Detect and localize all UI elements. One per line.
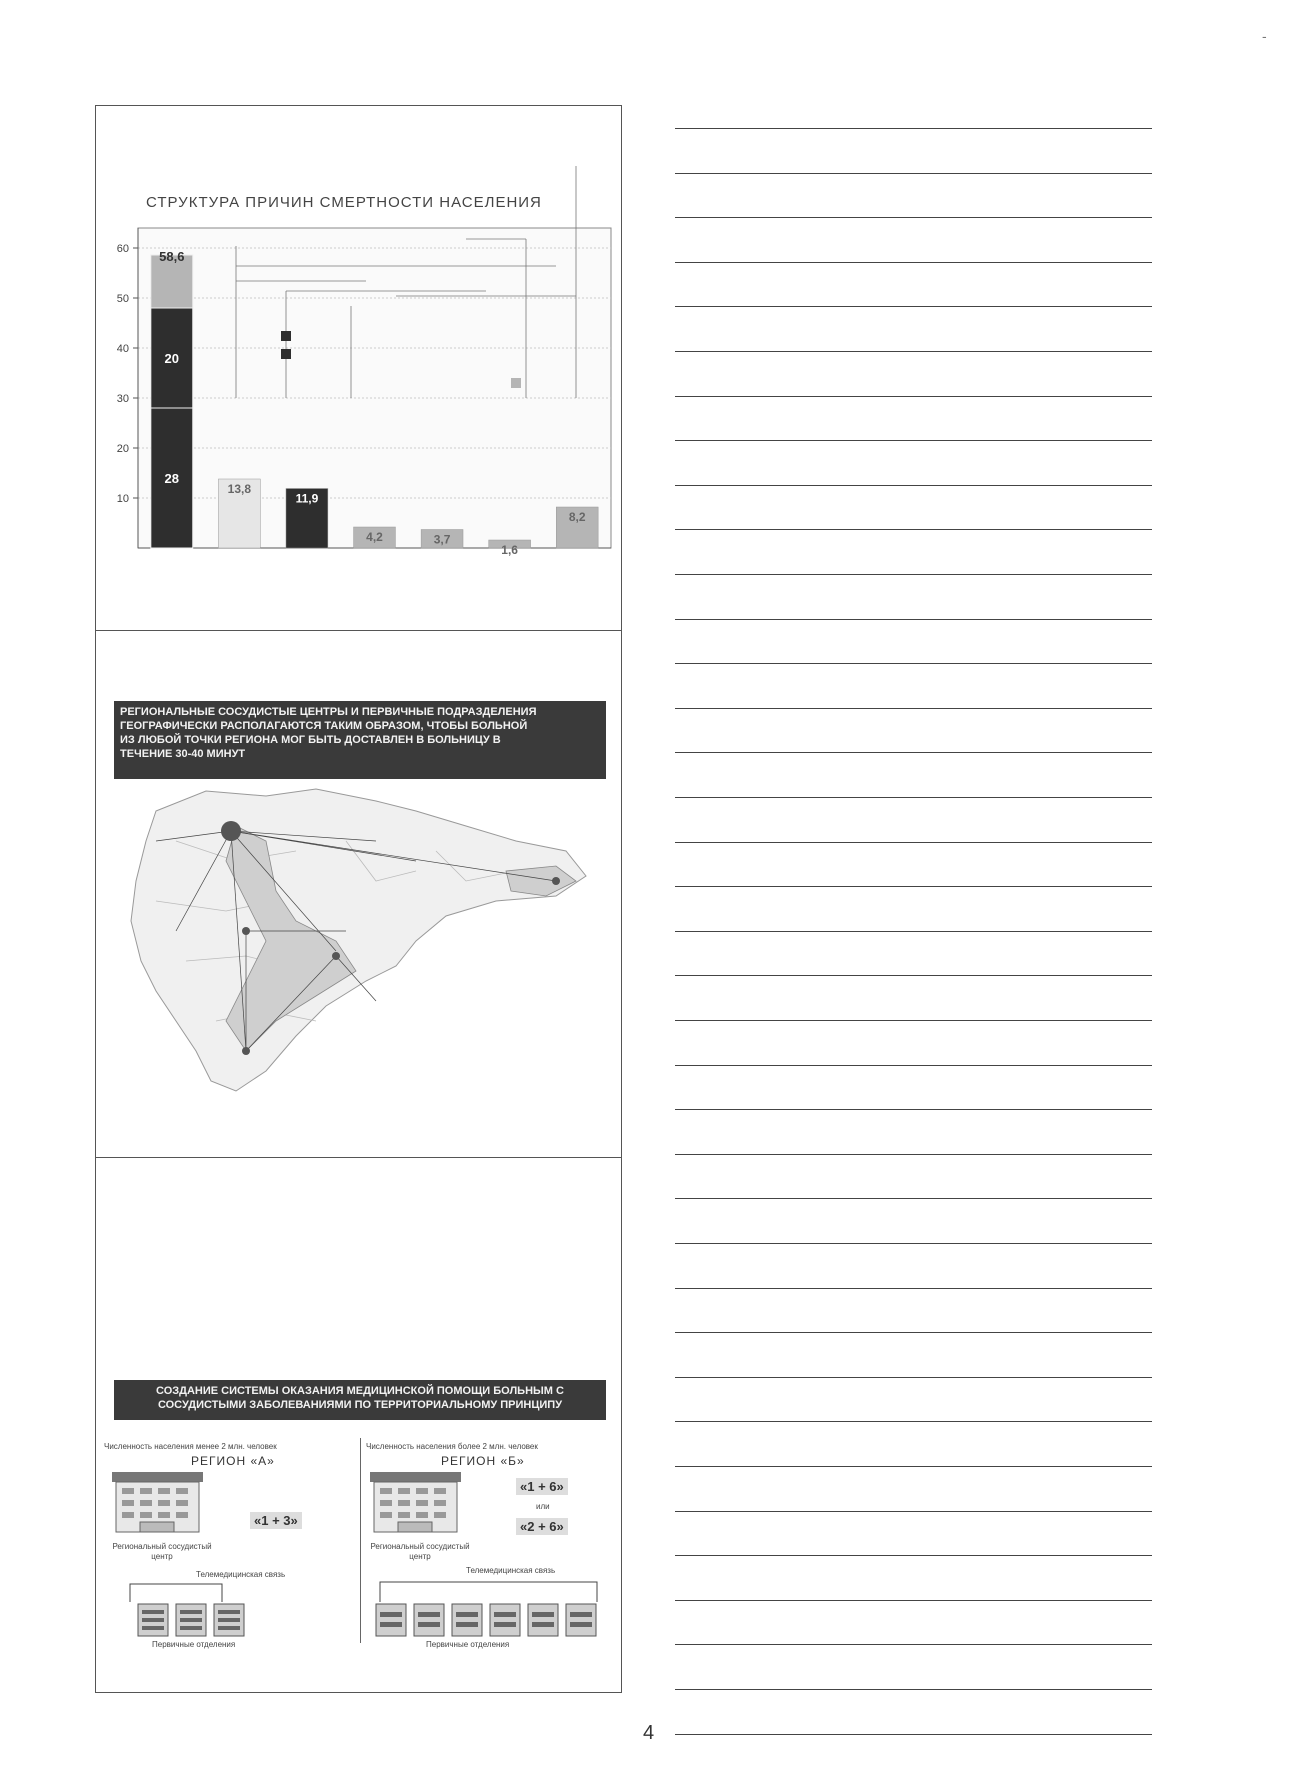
slides-frame	[95, 105, 622, 1693]
map-node-marker	[332, 952, 340, 960]
region-a-formula: «1 + 3»	[250, 1512, 302, 1529]
note-line	[675, 1243, 1152, 1244]
note-line	[675, 1600, 1152, 1601]
mortality-bar-chart	[96, 106, 623, 631]
chart-tick-label: 10	[116, 493, 129, 505]
map-center-marker	[221, 821, 241, 841]
note-line	[675, 440, 1152, 441]
chart-tick-label: 50	[116, 293, 129, 305]
note-line	[675, 262, 1152, 263]
note-line	[675, 351, 1152, 352]
note-line	[675, 975, 1152, 976]
chart-plot-area	[138, 228, 611, 548]
note-line	[675, 1377, 1152, 1378]
region-b-units-icon	[374, 1598, 604, 1638]
note-line	[675, 485, 1152, 486]
note-line	[675, 708, 1152, 709]
region-b-formula-1: «1 + 6»	[516, 1478, 568, 1495]
chart-title: СТРУКТУРА ПРИЧИН СМЕРТНОСТИ НАСЕЛЕНИЯ	[146, 194, 542, 211]
region-b-center-label: Региональный сосудистый центр	[370, 1542, 470, 1561]
note-line	[675, 173, 1152, 174]
note-line	[675, 1466, 1152, 1467]
region-b-center-icon	[368, 1472, 463, 1536]
region-a-center-icon	[110, 1472, 205, 1536]
note-line	[675, 886, 1152, 887]
chart-tick-label: 20	[116, 443, 129, 455]
population-label-b: Численность населения более 2 млн. человек	[366, 1442, 538, 1451]
note-line	[675, 1065, 1152, 1066]
slide-mortality-chart	[96, 106, 621, 631]
region-b-title: РЕГИОН «Б»	[441, 1454, 525, 1468]
chart-bar-label: 58,6	[159, 249, 185, 264]
banner-line: ТЕЧЕНИЕ 30-40 МИНУТ	[120, 748, 246, 760]
note-line	[675, 797, 1152, 798]
banner-line: СОСУДИСТЫМИ ЗАБОЛЕВАНИЯМИ ПО ТЕРРИТОРИАЛЬНОМУ ПРИНЦИПУ	[157, 1399, 563, 1411]
region-a-units-label: Первичные отделения	[152, 1640, 236, 1649]
note-line	[675, 752, 1152, 753]
chart-legend-swatch	[281, 349, 291, 359]
note-line	[675, 396, 1152, 397]
banner-line: ГЕОГРАФИЧЕСКИ РАСПОЛАГАЮТСЯ ТАКИМ ОБРАЗОМ, ЧТОБЫ БОЛЬНОЙ	[120, 720, 528, 732]
chart-bar-label: 4,2	[366, 530, 383, 544]
chart-bar-label: 11,9	[295, 491, 319, 506]
chart-tick-label: 60	[116, 243, 129, 255]
chart-bar-label: 1,6	[501, 543, 518, 557]
map-banner	[114, 701, 606, 779]
note-line	[675, 574, 1152, 575]
scheme-divider	[360, 1438, 361, 1643]
map-region-outline	[131, 789, 586, 1091]
region-b-or-label: или	[536, 1502, 550, 1511]
region-a-center-label: Региональный сосудистый центр	[112, 1542, 212, 1561]
note-line	[675, 1198, 1152, 1199]
region-b-formula-2: «2 + 6»	[516, 1518, 568, 1535]
chart-segment-label: 28	[164, 471, 180, 486]
note-line	[675, 619, 1152, 620]
chart-bar-label: 8,2	[568, 510, 586, 524]
note-line	[675, 663, 1152, 664]
region-a-units-icon	[136, 1598, 246, 1638]
note-line	[675, 1421, 1152, 1422]
slide-regional-map	[96, 631, 621, 1158]
note-line	[675, 128, 1152, 129]
note-line	[675, 529, 1152, 530]
slide-territorial-scheme	[96, 1158, 621, 1694]
chart-tick-label: 40	[116, 343, 129, 355]
note-line	[675, 1288, 1152, 1289]
chart-legend-swatch	[511, 378, 521, 388]
region-b-link-label: Телемедицинская связь	[466, 1566, 556, 1575]
note-line	[675, 306, 1152, 307]
note-line	[675, 931, 1152, 932]
page-number: 4	[642, 1722, 655, 1744]
note-line	[675, 842, 1152, 843]
banner-line: СОЗДАНИЕ СИСТЕМЫ ОКАЗАНИЯ МЕДИЦИНСКОЙ ПОМОЩИ БОЛЬНЫМ С	[156, 1385, 564, 1397]
note-line	[675, 1689, 1152, 1690]
note-line	[675, 217, 1152, 218]
map-node-marker	[242, 927, 250, 935]
population-label-a: Численность населения менее 2 млн. человек	[104, 1442, 277, 1451]
note-line	[675, 1555, 1152, 1556]
note-line	[675, 1020, 1152, 1021]
chart-bar-label: 13,8	[227, 482, 252, 496]
corner-mark: -	[1262, 28, 1267, 44]
region-b-units-label: Первичные отделения	[426, 1640, 510, 1649]
note-line	[675, 1109, 1152, 1110]
map-node-marker	[552, 877, 560, 885]
scheme-banner	[114, 1380, 606, 1420]
chart-tick-label: 30	[116, 393, 129, 405]
region-map	[116, 781, 596, 1111]
note-line	[675, 1644, 1152, 1645]
map-node-marker	[242, 1047, 250, 1055]
region-a-link-label: Телемедицинская связь	[196, 1570, 286, 1579]
banner-line: ИЗ ЛЮБОЙ ТОЧКИ РЕГИОНА МОГ БЫТЬ ДОСТАВЛЕН В БОЛЬНИЦУ В	[120, 734, 501, 746]
chart-segment-label: 20	[164, 351, 180, 366]
chart-bar-label: 3,7	[433, 532, 451, 547]
note-line	[675, 1154, 1152, 1155]
banner-line: РЕГИОНАЛЬНЫЕ СОСУДИСТЫЕ ЦЕНТРЫ И ПЕРВИЧНЫЕ ПОДРАЗДЕЛЕНИЯ	[120, 706, 537, 718]
region-a-title: РЕГИОН «А»	[191, 1454, 275, 1468]
chart-legend-swatch	[281, 331, 291, 341]
note-line	[675, 1511, 1152, 1512]
note-line	[675, 1332, 1152, 1333]
